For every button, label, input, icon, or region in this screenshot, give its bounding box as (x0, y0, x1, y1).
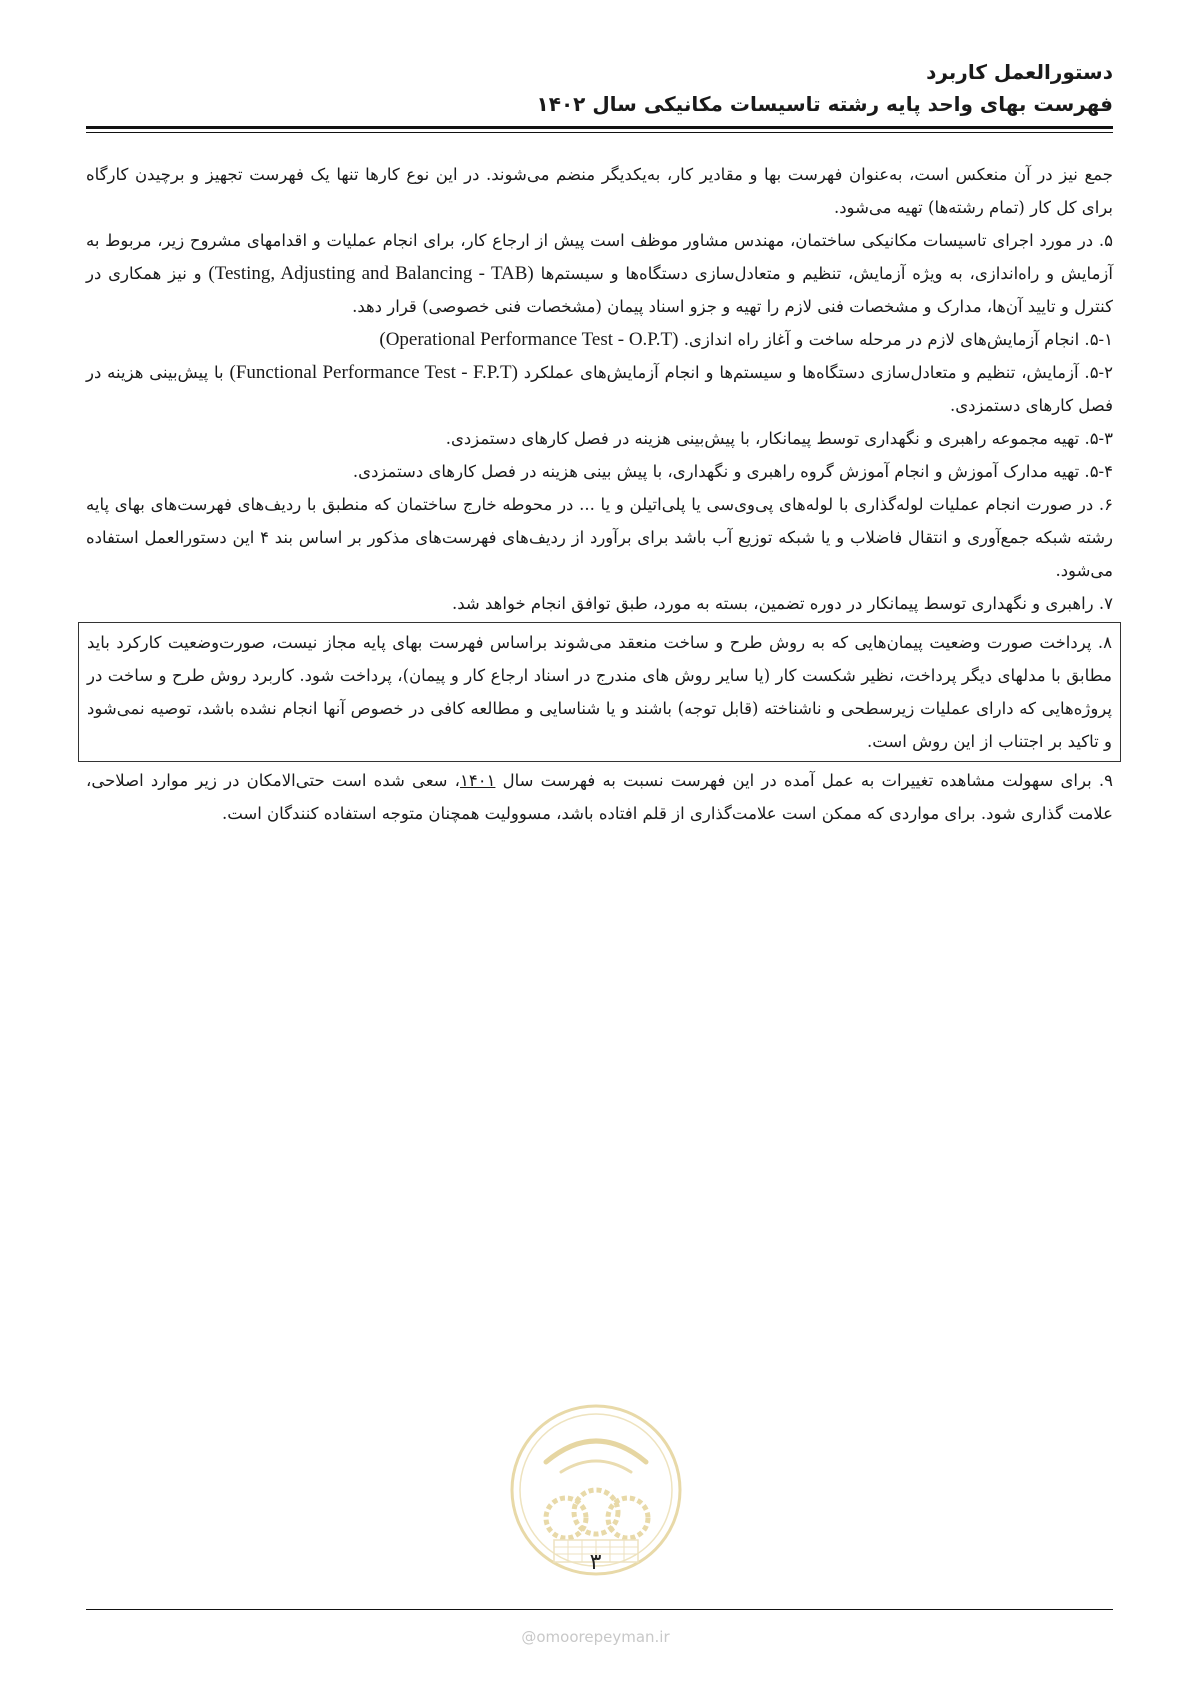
paragraph-7: ۷. راهبری و نگهداری توسط پیمانکار در دوره تضمین، بسته به مورد، طبق توافق انجام خواهد شد. (452, 594, 1113, 613)
paragraph-5-2 (86, 356, 1113, 422)
header-title-line2: فهرست بهای واحد پایه رشته تاسیسات مکانیکی سال ۱۴۰۲ (536, 92, 1113, 116)
paragraph-9-text-b: ، سعی شده است حتی‌الامکان در زیر موارد اصلاحی، علامت گذاری شود. برای مواردی که ممکن است علامت‌گذاری از قلم افتاده باشد، مسوولیت همچنان متوجه استفاده کنندگان است. (86, 771, 1113, 823)
paragraph-intro: جمع نیز در آن منعکس است، به‌عنوان فهرست بها و مقادیر کار، به‌یکدیگر منضم می‌شوند. در این نوع کارها تنها یک فهرست تجهیز و برچیدن کارگاه برای کل کار (تمام رشته‌ها) تهیه می‌شود. (86, 165, 1113, 217)
page-number: ۳ (589, 1550, 602, 1575)
header-title-line1: دستورالعمل کاربرد (926, 60, 1113, 84)
paragraph-5-1-latin: (Operational Performance Test - O.P.T) (379, 329, 679, 350)
paragraph-6: ۶. در صورت انجام عملیات لوله‌گذاری با لوله‌های پی‌وی‌سی یا پلی‌اتیلن و یا ... در محوطه خارج ساختمان که منطبق با ردیف‌های فهرست‌های بهای پایه رشته شبکه جمع‌آوری و انتقال فاضلاب و یا شبکه توزیع آب باشد برای برآورد از ردیف‌های فهرست‌های مذکور بر اساس بند ۴ این دستورالعمل استفاده می‌شود. (86, 495, 1113, 580)
header-rule-thick (86, 126, 1113, 129)
paragraph-5-4: ۵-۴. تهیه مدارک آموزش و انجام آموزش گروه راهبری و نگهداری، با پیش بینی هزینه در فصل کارهای دستمزدی. (352, 462, 1113, 481)
paragraph-5-3: ۵-۳. تهیه مجموعه راهبری و نگهداری توسط پیمانکار، با پیش‌بینی هزینه در فصل کارهای دستمزدی. (445, 429, 1113, 448)
paragraph-5 (86, 224, 1113, 323)
page-header (86, 56, 1113, 120)
paragraph-9 (86, 764, 1113, 830)
paragraph-5-2-text-b: با پیش‌بینی هزینه در فصل کارهای دستمزدی. (86, 363, 1113, 415)
paragraph-5-1 (86, 323, 1113, 356)
document-body (86, 158, 1113, 830)
footer-rule (86, 1609, 1113, 1610)
paragraph-8-box (78, 622, 1121, 762)
watermark-url: @omoorepeyman.ir (521, 1628, 670, 1646)
paragraph-5-1-text: ۵-۱. انجام آزمایش‌های لازم در مرحله ساخت و آغاز راه اندازی. (683, 330, 1113, 349)
paragraph-9-text-a: ۹. برای سهولت مشاهده تغییرات به عمل آمده در این فهرست نسبت به فهرست سال (502, 771, 1114, 790)
header-rule-thin (86, 132, 1113, 133)
paragraph-8: ۸. پرداخت صورت وضعیت پیمان‌هایی که به روش طرح و ساخت منعقد می‌شوند براساس فهرست بهای پایه مجاز نیست، صورت‌وضعیت کارکرد باید مطابق با مدلهای دیگر پرداخت، نظیر شکست کار (یا سایر روش های مندرج در اسناد ارجاع کار و پیمان)، پرداخت شود. کاربرد روش طرح و ساخت در پروژه‌هایی که دارای عملیات زیرسطحی و ناشناخته (قابل توجه) باشند و یا شناسایی و مطالعه کافی در خصوص آنها انجام نشده باشد، توصیه نمی‌شود و تاکید بر اجتناب از این روش است. (87, 633, 1112, 751)
paragraph-9-year: ۱۴۰۱ (459, 771, 496, 790)
paragraph-5-text-a: ۵. در مورد اجرای تاسیسات مکانیکی ساختمان، مهندس مشاور موظف است پیش از ارجاع کار، برای انجام عملیات و اقدامهای مشروح زیر، مربوط به آزمایش و راه‌اندازی، به ویژه آزمایش، تنظیم و متعادل‌سازی دستگاه‌ها و سیستم‌ها (86, 231, 1113, 283)
paragraph-5-2-text-a: ۵-۲. آزمایش، تنظیم و متعادل‌سازی دستگاه‌ها و سیستم‌ها و انجام آزمایش‌های عملکرد (523, 363, 1113, 382)
paragraph-5-text-b: و نیز همکاری در کنترل و تایید آن‌ها، مدارک و مشخصات فنی لازم را تهیه و جزو اسناد پیمان (مشخصات فنی خصوصی) قرار دهد. (86, 264, 1113, 316)
paragraph-5-latin: (Testing, Adjusting and Balancing - TAB) (208, 263, 534, 284)
paragraph-5-2-latin: (Functional Performance Test - F.P.T) (229, 362, 518, 383)
